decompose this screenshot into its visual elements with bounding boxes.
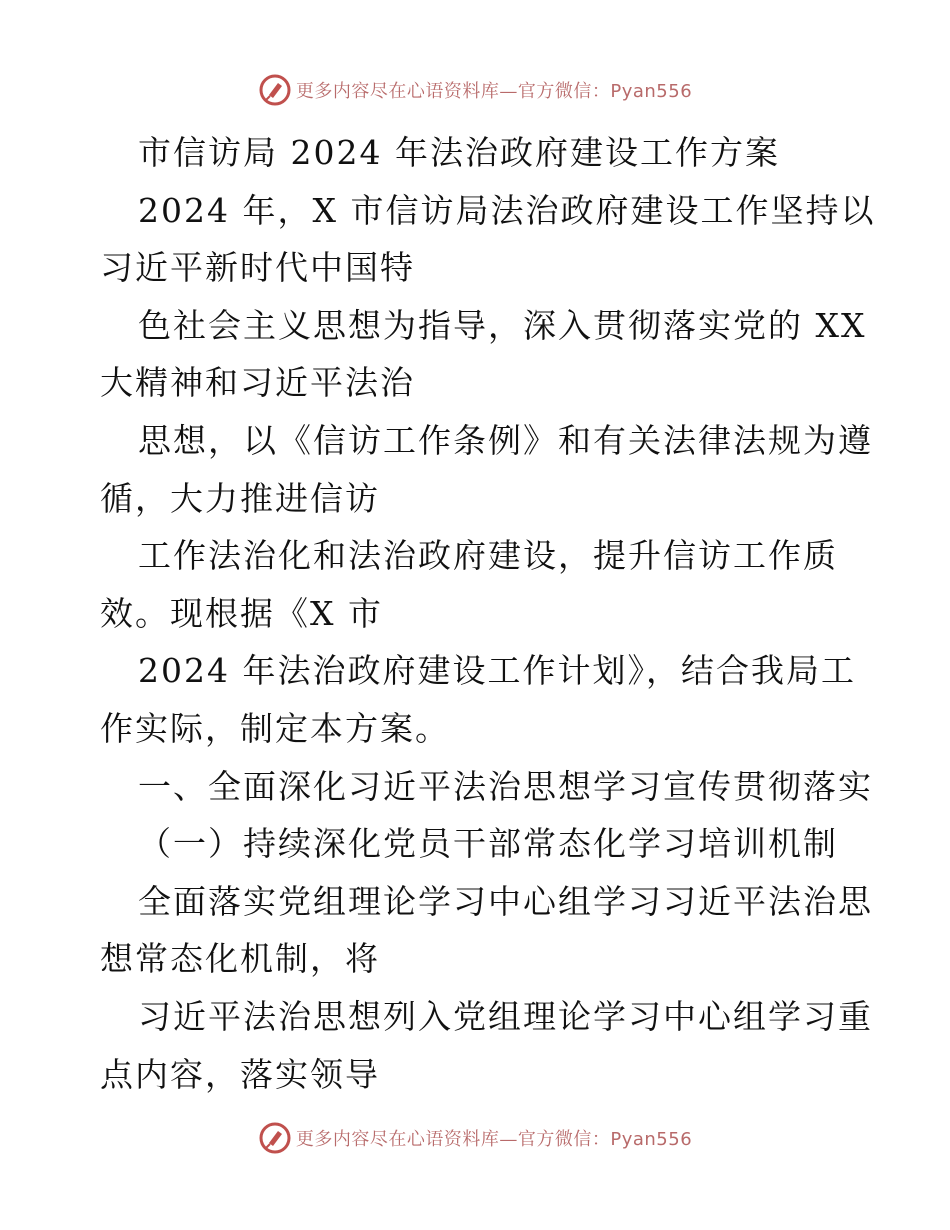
paragraph-line: 点内容，落实领导 [100,1054,380,1094]
watermark-text: 更多内容尽在心语资料库—官方微信：Pyan556 [295,81,693,102]
paragraph-line: 2024 年，X 市信访局法治政府建设工作坚持以 [138,190,876,230]
watermark-banner-top [0,70,950,110]
watermark-text: 更多内容尽在心语资料库—官方微信：Pyan556 [295,1129,693,1150]
wechat-id: Pyan556 [610,81,693,102]
watermark-banner-bottom [0,1118,950,1158]
paragraph-line: 作实际，制定本方案。 [100,708,450,748]
paragraph-line: 习近平法治思想列入党组理论学习中心组学习重 [138,996,873,1036]
paragraph-line: 思想，以《信访工作条例》和有关法律法规为遵 [138,420,873,460]
paragraph-line: 大精神和习近平法治 [100,363,415,403]
paragraph-line: 工作法治化和法治政府建设，提升信访工作质 [138,536,838,576]
logo-icon [258,73,292,107]
subsection-heading: （一）持续深化党员干部常态化学习培训机制 [138,824,838,864]
section-heading: 一、全面深化习近平法治思想学习宣传贯彻落实 [138,766,873,806]
paragraph-line: 全面落实党组理论学习中心组学习习近平法治思 [138,881,873,921]
paragraph-line: 习近平新时代中国特 [100,248,415,288]
document-body [100,124,876,1103]
logo-icon [258,1121,292,1155]
paragraph-line: 色社会主义思想为指导，深入贯彻落实党的 XX [138,305,867,345]
paragraph-line: 循，大力推进信访 [100,478,380,518]
paragraph-line: 想常态化机制，将 [100,939,380,979]
paragraph-line: 效。现根据《X 市 [100,593,383,633]
paragraph-line: 2024 年法治政府建设工作计划》，结合我局工 [138,651,856,691]
document-title: 市信访局 2024 年法治政府建设工作方案 [138,133,780,172]
wechat-id: Pyan556 [610,1129,693,1150]
